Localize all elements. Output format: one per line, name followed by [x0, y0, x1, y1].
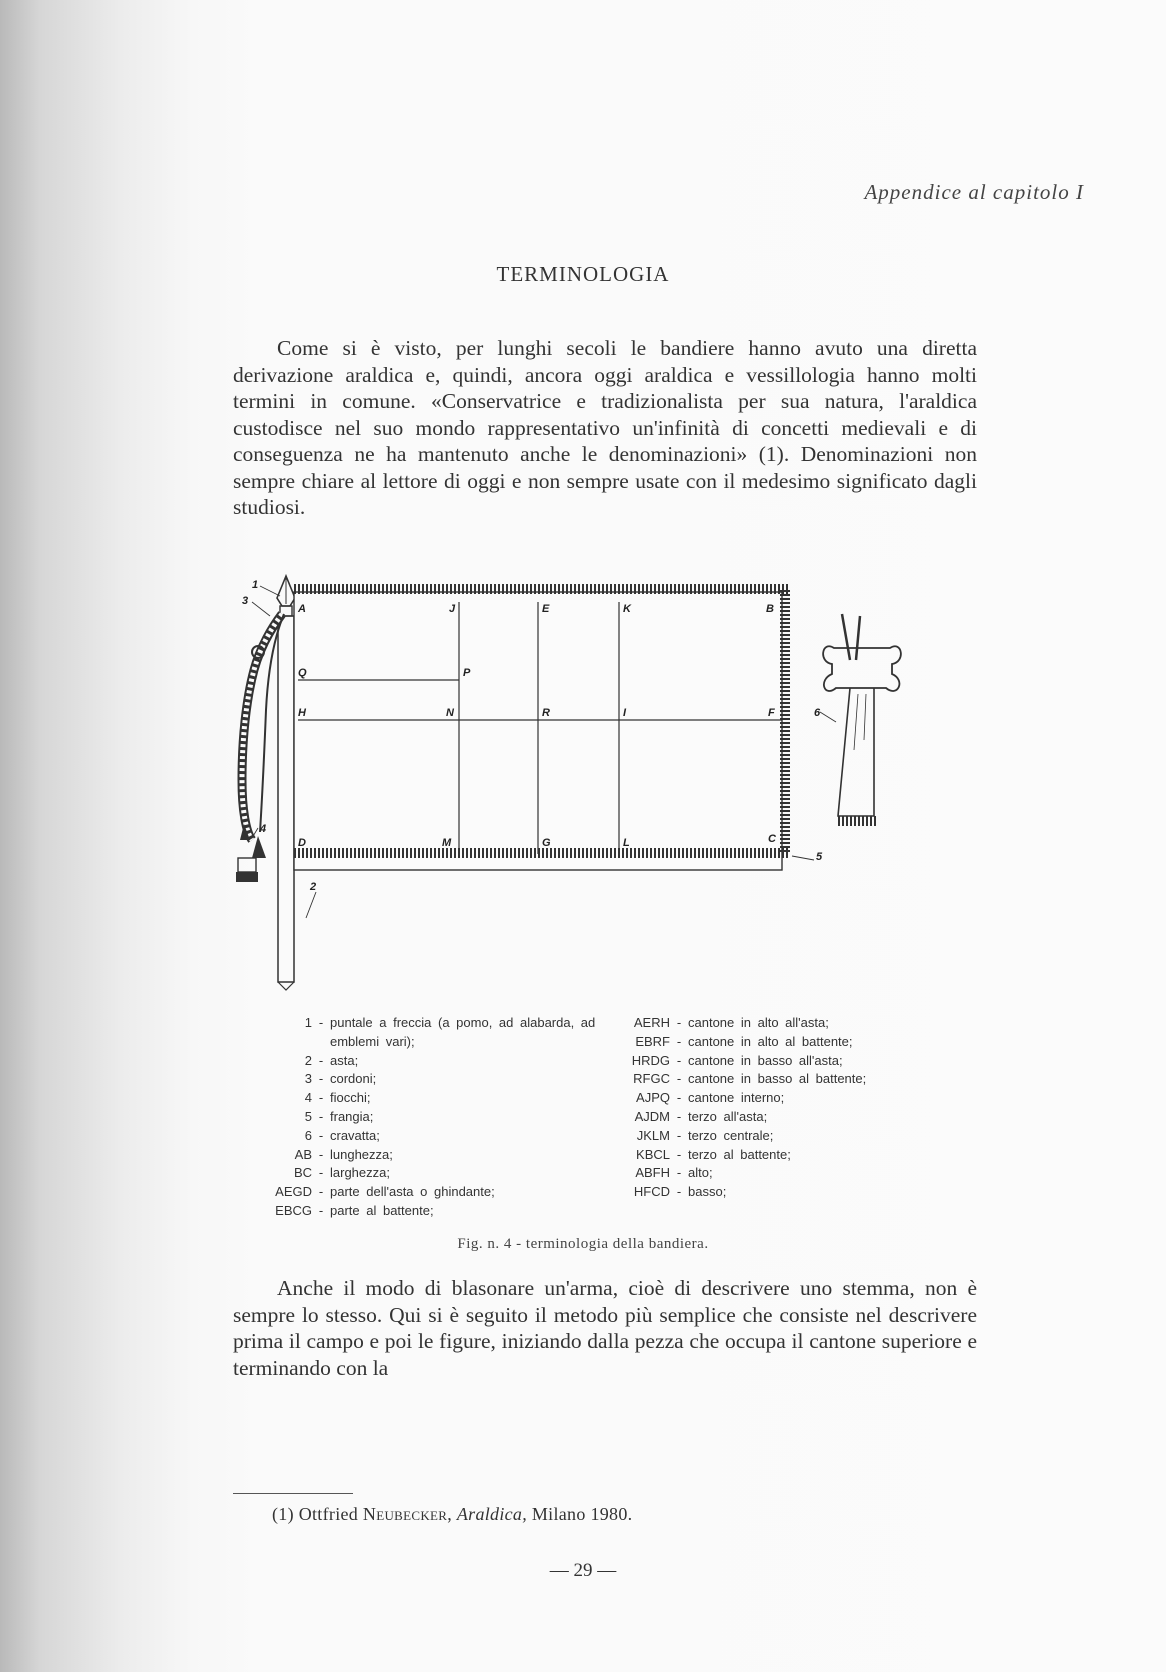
label-B: B — [766, 603, 774, 615]
legend-item — [260, 1014, 600, 1052]
legend-dash: - — [318, 1071, 324, 1087]
flag-field — [294, 592, 782, 870]
legend-desc: fiocchi; — [330, 1090, 371, 1106]
legend-item — [600, 1164, 940, 1183]
label-A: A — [298, 603, 306, 615]
label-4: 4 — [260, 823, 267, 835]
legend-item — [600, 1127, 940, 1146]
legend-item — [260, 1089, 600, 1108]
legend-code: AB — [294, 1146, 312, 1162]
footnote — [272, 1504, 632, 1525]
label-J: J — [449, 603, 456, 615]
legend-desc: frangia; — [330, 1108, 374, 1124]
flag-terminology-figure — [230, 570, 960, 1010]
legend-code: 1 — [304, 1015, 312, 1030]
legend-desc: cantone interno; — [688, 1090, 785, 1106]
legend-dash: - — [676, 1127, 682, 1143]
figure-caption: Fig. n. 4 - terminologia della bandiera. — [457, 1236, 709, 1252]
label-F: F — [768, 707, 775, 719]
legend-code: HFCD — [633, 1184, 670, 1200]
footnote-place-year: Milano 1980. — [531, 1504, 633, 1524]
legend-code: EBRF — [635, 1033, 670, 1049]
legend-desc: parte al battente; — [330, 1202, 434, 1218]
legend-dash: - — [676, 1108, 682, 1124]
legend-item — [260, 1052, 600, 1071]
legend-item — [600, 1089, 940, 1108]
legend-code: AEGD — [275, 1184, 312, 1200]
legend-dash: - — [676, 1090, 682, 1106]
legend-dash: - — [318, 1165, 324, 1181]
footnote-work: Araldica, — [456, 1504, 528, 1524]
legend-code: BC — [293, 1165, 312, 1181]
label-K: K — [623, 603, 631, 615]
legend-right — [600, 1014, 940, 1202]
legend-left — [260, 1014, 600, 1221]
label-6: 6 — [814, 707, 821, 719]
legend-item — [260, 1070, 600, 1089]
legend-desc: alto; — [688, 1165, 713, 1181]
legend-dash: - — [318, 1052, 324, 1068]
paragraph-intro-text: Come si è visto, per lunghi secoli le bandiere hanno avuto una diretta derivazione araldica e, quindi, ancora oggi araldica e vessillologia hanno molti termini in comune. «Conservatrice e tradizionalista per sua natura, l'araldica custodisce nel suo mondo rappresentativo un'infinità di concetti medievali e di conseguenza ne ha mantenuto anche le denominazioni» (1). Denominazioni non sempre chiare al lettore di oggi e non sempre usate con il medesimo significato dagli studiosi. — [233, 336, 977, 519]
label-M: M — [442, 837, 452, 849]
legend-desc: cantone in basso all'asta; — [688, 1052, 843, 1068]
label-5: 5 — [816, 851, 823, 863]
page-title: TERMINOLOGIA — [496, 262, 670, 286]
footnote-author-first: Ottfried — [298, 1504, 359, 1524]
legend-dash: - — [318, 1108, 324, 1124]
legend-desc: terzo centrale; — [688, 1127, 774, 1143]
paragraph-blazon — [233, 1275, 977, 1381]
label-G: G — [542, 837, 551, 849]
legend-item — [260, 1202, 600, 1221]
label-Q: Q — [298, 667, 307, 679]
legend-dash: - — [676, 1052, 682, 1068]
legend-item — [260, 1127, 600, 1146]
label-3: 3 — [242, 595, 249, 607]
legend-dash: - — [318, 1127, 324, 1143]
legend-code: AJDM — [634, 1108, 670, 1124]
legend-desc: asta; — [330, 1052, 359, 1068]
legend-desc: parte dell'asta o ghindante; — [330, 1184, 495, 1200]
label-L: L — [623, 837, 630, 849]
label-C: C — [768, 833, 776, 845]
running-head: Appendice al capitolo I — [864, 180, 1084, 204]
legend-item — [260, 1183, 600, 1202]
legend-desc: terzo all'asta; — [688, 1108, 768, 1124]
label-N: N — [446, 707, 454, 719]
legend-code: 3 — [304, 1071, 312, 1087]
paragraph-blazon-text: Anche il modo di blasonare un'arma, cioè di descrivere uno stemma, non è sempre lo stesso. Qui si è seguito il metodo più semplice che consiste nel descrivere prima il campo e poi le figure, iniziando dalla pezza che occupa il cantone superiore e terminando con la — [233, 1276, 977, 1380]
footnote-number: (1) — [272, 1504, 294, 1524]
legend-desc: cantone in alto all'asta; — [688, 1015, 829, 1030]
paragraph-intro — [233, 335, 977, 521]
label-I: I — [623, 707, 627, 719]
legend-item — [600, 1052, 940, 1071]
legend-code: AJPQ — [636, 1090, 670, 1106]
legend-code: AERH — [633, 1015, 670, 1030]
legend-code: HRDG — [631, 1052, 670, 1068]
legend-item — [600, 1014, 940, 1033]
legend-dash: - — [318, 1202, 324, 1218]
legend-code: 6 — [304, 1127, 312, 1143]
label-1: 1 — [252, 579, 259, 591]
legend-code: RFGC — [633, 1071, 670, 1087]
legend-dash: - — [676, 1015, 682, 1030]
legend-dash: - — [676, 1165, 682, 1181]
legend-item — [260, 1164, 600, 1183]
footnote-rule — [233, 1493, 353, 1494]
legend-desc: cantone in basso al battente; — [688, 1071, 867, 1087]
legend-item — [260, 1108, 600, 1127]
legend-item — [600, 1033, 940, 1052]
label-E: E — [542, 603, 550, 615]
legend-code: KBCL — [636, 1146, 670, 1162]
legend-desc: lunghezza; — [330, 1146, 393, 1162]
legend-dash: - — [318, 1015, 324, 1030]
legend-dash: - — [676, 1033, 682, 1049]
legend-code: EBCG — [275, 1202, 312, 1218]
legend-dash: - — [318, 1146, 324, 1162]
legend-code: ABFH — [635, 1165, 670, 1181]
legend-code: JKLM — [636, 1127, 670, 1143]
page-number: — 29 — — [549, 1560, 617, 1581]
legend-desc: larghezza; — [330, 1165, 390, 1181]
legend-code: 2 — [304, 1052, 312, 1068]
legend-item — [600, 1183, 940, 1202]
label-R: R — [542, 707, 550, 719]
legend-item — [600, 1070, 940, 1089]
legend-item — [600, 1108, 940, 1127]
legend-desc: cantone in alto al battente; — [688, 1033, 853, 1049]
legend-desc: puntale a freccia (a pomo, ad alabarda, ad emblemi vari); — [330, 1015, 596, 1049]
label-D: D — [298, 837, 306, 849]
legend-code: 4 — [304, 1090, 312, 1106]
legend-desc: cravatta; — [330, 1127, 380, 1143]
label-2: 2 — [310, 881, 317, 893]
flag-pole — [278, 616, 294, 990]
legend-dash: - — [676, 1184, 682, 1200]
label-H: H — [298, 707, 306, 719]
legend-desc: cordoni; — [330, 1071, 377, 1087]
legend-dash: - — [318, 1090, 324, 1106]
legend-code: 5 — [304, 1108, 312, 1124]
legend-dash: - — [676, 1146, 682, 1162]
legend-dash: - — [676, 1071, 682, 1087]
legend-dash: - — [318, 1184, 324, 1200]
necktie-cravat — [823, 614, 901, 826]
legend-item — [600, 1146, 940, 1165]
legend-desc: terzo al battente; — [688, 1146, 791, 1162]
footnote-author-last: Neubecker, — [362, 1504, 453, 1524]
legend-desc: basso; — [688, 1184, 727, 1200]
legend-item — [260, 1146, 600, 1165]
label-P: P — [463, 667, 471, 679]
